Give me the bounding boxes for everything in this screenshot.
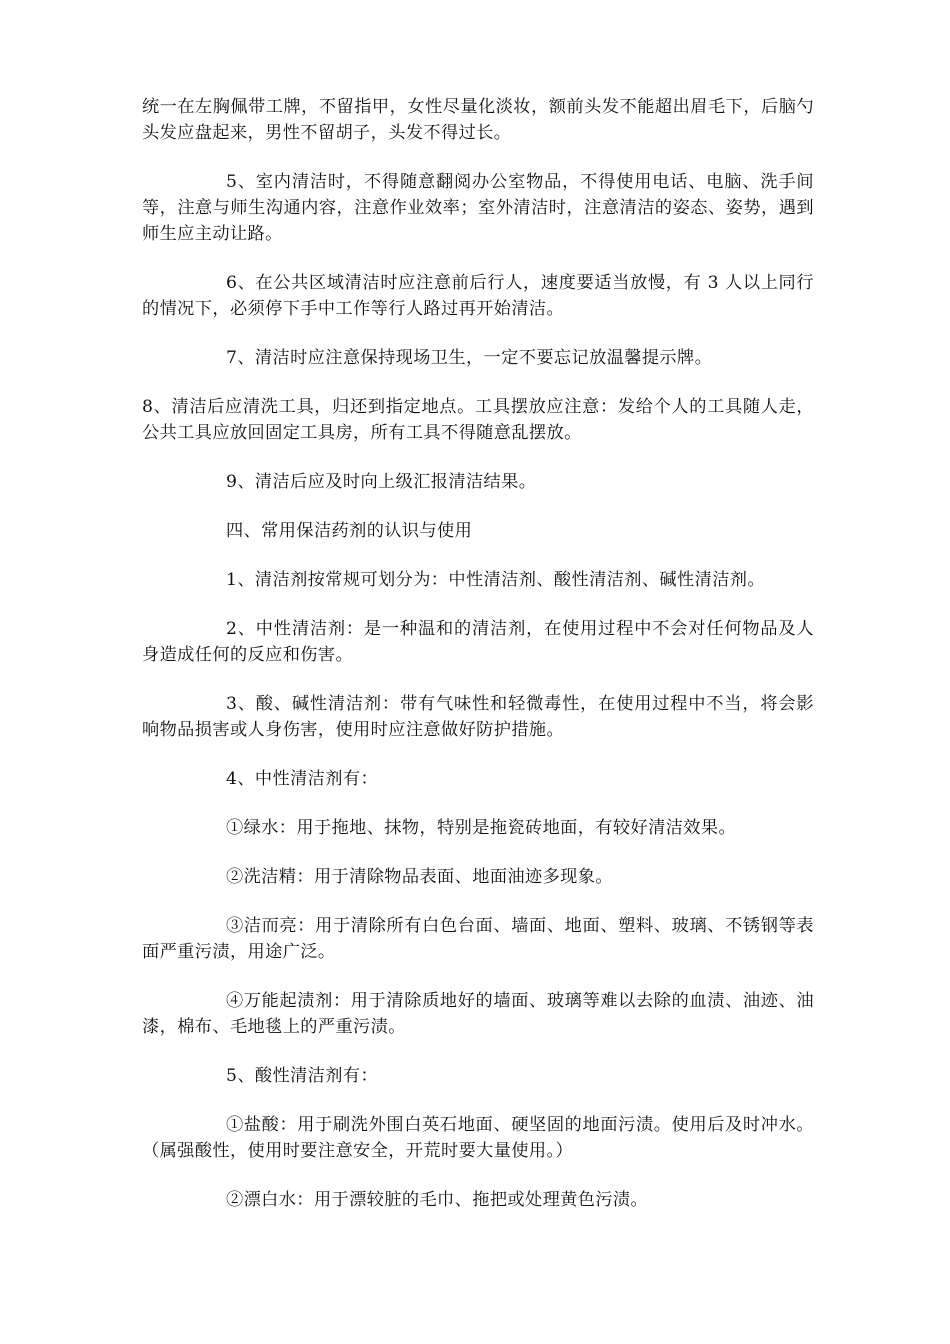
paragraph-rule-8: 8、清洁后应清洗工具，归还到指定地点。工具摆放应注意：发给个人的工具随人走，公共工具应放回固定工具房，所有工具不得随意乱摆放。 [142,397,814,443]
paragraph-neutral-agent: 2、中性清洁剂：是一种温和的清洁剂，在使用过程中不会对任何物品及人身造成任何的反应和伤害。 [142,619,814,665]
list-item-bright-cleaner: ③洁而亮：用于清除所有白色台面、墙面、地面、塑料、玻璃、不锈钢等表面严重污渍，用途广泛。 [142,916,814,962]
paragraph-dress-code: 统一在左胸佩带工牌，不留指甲，女性尽量化淡妆，额前头发不能超出眉毛下，后脑勺头发应盘起来，男性不留胡子，头发不得过长。 [142,97,814,143]
paragraph-rule-9: 9、清洁后应及时向上级汇报清洁结果。 [226,472,537,492]
paragraph-acid-alkali-agent: 3、酸、碱性清洁剂：带有气味性和轻微毒性，在使用过程中不当，将会影响物品损害或人身伤害，使用时应注意做好防护措施。 [142,694,814,740]
list-item-stain-remover: ④万能起渍剂：用于清除质地好的墙面、玻璃等难以去除的血渍、油迹、油漆，棉布、毛地毯上的严重污渍。 [142,991,814,1037]
paragraph-rule-5: 5、室内清洁时，不得随意翻阅办公室物品，不得使用电话、电脑、洗手间等，注意与师生沟通内容，注意作业效率；室外清洁时，注意清洁的姿态、姿势，遇到师生应主动让路。 [142,172,814,244]
paragraph-rule-7: 7、清洁时应注意保持现场卫生，一定不要忘记放温馨提示牌。 [226,348,713,368]
list-item-bleach: ②漂白水：用于漂较脏的毛巾、拖把或处理黄色污渍。 [226,1190,649,1210]
list-item-detergent: ②洗洁精：用于清除物品表面、地面油迹多现象。 [226,867,613,887]
paragraph-agent-types: 1、清洁剂按常规可划分为：中性清洁剂、酸性清洁剂、碱性清洁剂。 [226,570,765,590]
section-heading-cleaning-agents: 四、常用保洁药剂的认识与使用 [226,521,473,541]
list-item-green-water: ①绿水：用于拖地、抹物，特别是拖瓷砖地面，有较好清洁效果。 [226,818,737,838]
paragraph-rule-6: 6、在公共区域清洁时应注意前后行人，速度要适当放慢，有 3 人以上同行的情况下，必须停下手中工作等行人路过再开始清洁。 [142,273,814,319]
paragraph-acid-list-heading: 5、酸性清洁剂有： [226,1066,379,1086]
document-body [142,94,814,1236]
paragraph-neutral-list-heading: 4、中性清洁剂有： [226,769,379,789]
list-item-hydrochloric-acid: ①盐酸：用于刷洗外围白英石地面、硬坚固的地面污渍。使用后及时冲水。（属强酸性，使用时要注意安全，开荒时要大量使用。） [142,1115,814,1161]
